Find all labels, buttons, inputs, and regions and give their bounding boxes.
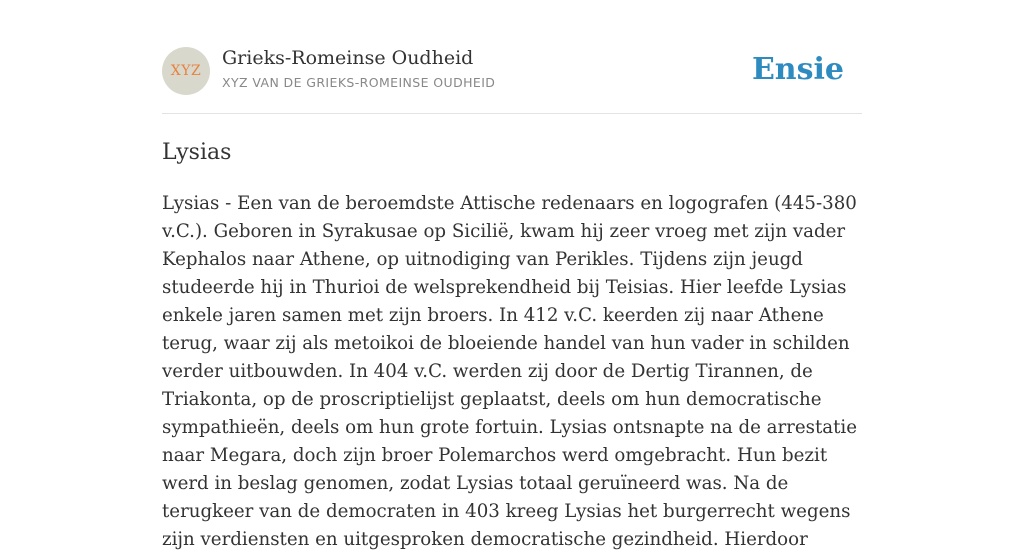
header-divider <box>162 113 862 114</box>
entry-body: Lysias - Een van de beroemdste Attische redenaars en logografen (445-380 v.C.). Geboren in Syrakusae op Sicilië, kwam hij zeer vroeg met zijn vader Kephalos naar Athene, op uitnodiging van Perikles. Tijdens zijn jeugd studeerde hij in Thurioi de welsprekendheid bij Teisias. Hier leefde Lysias enkele jaren samen met zijn broers. In 412 v.C. keerden zij naar Athene terug, waar zij als metoikoi de bloeiende handel van hun vader in schilden verder uitbouwden. In 404 v.C. werden zij door de Dertig Tirannen, de Triakonta, op de proscriptielijst geplaatst, deels om hun democratische sympathieën, deels om hun grote fortuin. Lysias ontsnapte na de arrestatie naar Megara, doch zijn broer Polemarchos werd omgebracht. Hun bezit werd in beslag genomen, zodat Lysias totaal geruïneerd was. Na de terugkeer van de democraten in 403 kreeg Lysias het burgerrecht wegens zijn verdiensten en uitgesproken democratische gezindheid. Hierdoor <box>162 193 858 550</box>
publication-avatar[interactable] <box>162 47 210 95</box>
avatar-text: XYZ <box>170 63 202 79</box>
header <box>162 46 862 96</box>
publication-title[interactable]: Grieks-Romeinse Oudheid <box>222 47 474 69</box>
publication-subtitle: XYZ VAN DE GRIEKS-ROMEINSE OUDHEID <box>222 75 496 90</box>
brand-logo[interactable]: Ensie <box>751 52 844 87</box>
entry-title: Lysias <box>162 140 232 165</box>
